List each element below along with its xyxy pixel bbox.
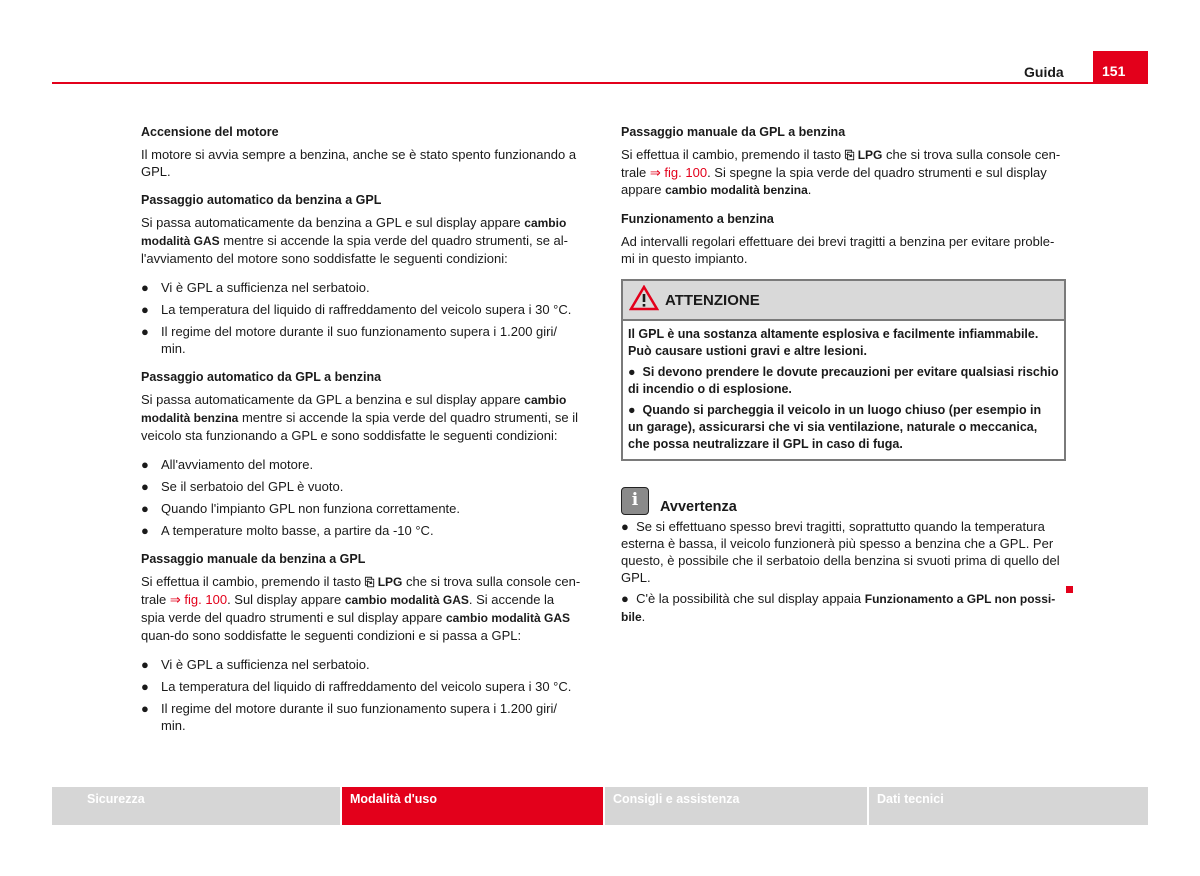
info-icon: i xyxy=(621,487,649,515)
heading-manual-lpg-to-petrol: Passaggio manuale da GPL a benzina xyxy=(621,125,846,139)
header-rule xyxy=(52,82,1148,84)
heading-manual-petrol-to-lpg: Passaggio manuale da benzina a GPL xyxy=(141,552,366,566)
tab-consigli-assistenza[interactable]: Consigli e assistenza xyxy=(605,787,867,825)
conditions-list xyxy=(141,456,581,539)
tab-dati-tecnici[interactable]: Dati tecnici xyxy=(869,787,1148,825)
auto-petrol-to-lpg-text: Si passa automaticamente da benzina a GPL e sul display appare cambio modalità GAS mentre si accende la spia verde del quadro strumenti, se al-l'avviamento del motore sono soddisfatte le seguenti condizioni: xyxy=(141,215,568,266)
tab-sicurezza[interactable]: Sicurezza xyxy=(52,787,340,825)
left-column xyxy=(141,124,581,746)
warning-header xyxy=(623,281,1064,321)
warning-triangle-icon xyxy=(629,285,659,315)
manual-lpg-to-petrol-text: Si effettua il cambio, premendo il tasto ⎘ LPG che si trova sulla console cen-trale ⇒ fig. 100. Si spegne la spia verde del quadro strumenti e sul display appare cambio modalità benzina. xyxy=(621,147,1061,197)
warning-bullet: ● Si devono prendere le dovute precauzioni per evitare qualsiasi rischio di incendio o di esplosione. xyxy=(628,365,1059,396)
note-title: Avvertenza xyxy=(660,499,737,515)
heading-petrol-operation: Funzionamento a benzina xyxy=(621,212,774,226)
heading-engine-start: Accensione del motore xyxy=(141,125,279,139)
list-item: ● Il regime del motore durante il suo funzionamento supera i 1.200 giri/ min. xyxy=(141,701,557,733)
section-title: Guida xyxy=(1024,64,1064,80)
list-item: ● Vi è GPL a sufficienza nel serbatoio. xyxy=(141,657,370,672)
manual-petrol-to-lpg-text: Si effettua il cambio, premendo il tasto ⎘ LPG che si trova sulla console cen-trale ⇒ fig. 100. Sul display appare cambio modalità GAS. Si accende la spia verde del quadro strumenti e sul display appare cambio modalità GAS quan-do sono soddisfatte le seguenti condizioni e si passa a GPL: xyxy=(141,574,581,643)
note-box xyxy=(621,485,1066,626)
list-item: ● Se il serbatoio del GPL è vuoto. xyxy=(141,479,344,494)
figure-link[interactable]: ⇒ fig. 100 xyxy=(649,165,708,180)
list-item: ● La temperatura del liquido di raffreddamento del veicolo supera i 30 °C. xyxy=(141,302,572,317)
conditions-list xyxy=(141,656,581,734)
list-item: ● Quando l'impianto GPL non funziona correttamente. xyxy=(141,501,461,516)
lpg-key-icon: ⎘ LPG xyxy=(364,575,403,589)
warning-title: ATTENZIONE xyxy=(665,291,760,309)
list-item: ● All'avviamento del motore. xyxy=(141,457,314,472)
list-item: ● Il regime del motore durante il suo funzionamento supera i 1.200 giri/ min. xyxy=(141,324,557,356)
warning-body xyxy=(623,321,1064,459)
conditions-list xyxy=(141,279,581,357)
section-end-marker xyxy=(1066,586,1073,593)
note-bullet: ● C'è la possibilità che sul display appaia Funzionamento a GPL non possi-bile. xyxy=(621,591,1056,624)
right-column xyxy=(621,124,1066,630)
petrol-operation-text: Ad intervalli regolari effettuare dei brevi tragitti a benzina per evitare proble-mi in questo impianto. xyxy=(621,234,1055,266)
page-number: 151 xyxy=(1102,63,1126,79)
auto-lpg-to-petrol-text: Si passa automaticamente da GPL a benzina e sul display appare cambio modalità benzina mentre si accende la spia verde del quadro strumenti, se il veicolo sta funzionando a GPL e sono soddisfatte le seguenti condizioni: xyxy=(141,392,578,443)
list-item: ● La temperatura del liquido di raffreddamento del veicolo supera i 30 °C. xyxy=(141,679,572,694)
note-header xyxy=(621,485,1066,516)
warning-text: Il GPL è una sostanza altamente esplosiva e facilmente infiammabile. Può causare ustioni gravi e altre lesioni. xyxy=(628,327,1039,358)
heading-auto-petrol-to-lpg: Passaggio automatico da benzina a GPL xyxy=(141,193,382,207)
list-item: ● Vi è GPL a sufficienza nel serbatoio. xyxy=(141,280,370,295)
tab-modalita-uso[interactable]: Modalità d'uso xyxy=(342,787,603,825)
note-body xyxy=(621,518,1066,626)
heading-auto-lpg-to-petrol: Passaggio automatico da GPL a benzina xyxy=(141,370,382,384)
warning-bullet: ● Quando si parcheggia il veicolo in un luogo chiuso (per esempio in un garage), assicurarsi che vi sia ventilazione, naturale o meccanica, che possa neutralizzare il GPL in caso di fuga. xyxy=(628,403,1042,451)
figure-link[interactable]: ⇒ fig. 100 xyxy=(169,592,228,607)
list-item: ● A temperature molto basse, a partire da -10 °C. xyxy=(141,523,434,538)
note-bullet: ● Se si effettuano spesso brevi tragitti, soprattutto quando la temperatura esterna è bassa, il veicolo funzionerà più spesso a benzina che a GPL. Per questo, è possibile che il serbatoio della benzina si svuoti prima di quello del GPL. xyxy=(621,519,1060,585)
warning-box xyxy=(621,279,1066,461)
engine-start-text: Il motore si avvia sempre a benzina, anche se è stato spento funzionando a GPL. xyxy=(141,147,577,179)
lpg-key-icon: ⎘ LPG xyxy=(844,148,883,162)
